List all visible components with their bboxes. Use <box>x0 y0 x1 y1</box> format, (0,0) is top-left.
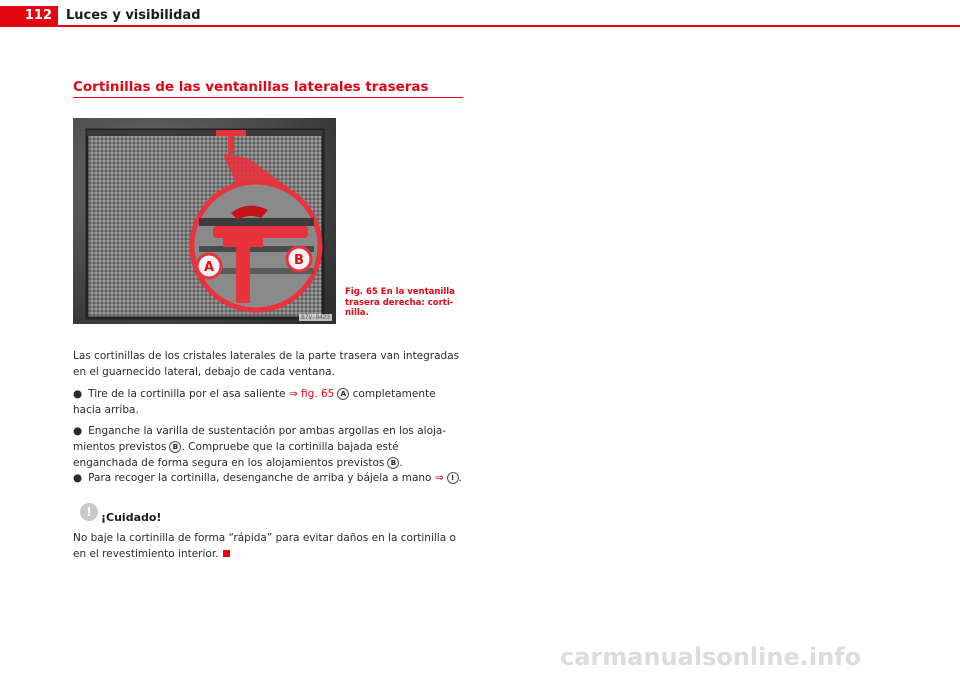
figure-code: B7V-0423 <box>301 314 330 321</box>
blind-illustration <box>73 118 336 324</box>
list-item: ● Para recoger la cortinilla, desenganche de arriba y bájela a mano ⇒ ! . <box>73 472 462 484</box>
intro-paragraph: Las cortinillas de los cristales laterales de la parte trasera van integradas en el guarnecido lateral, debajo de cada ventana. <box>73 350 460 378</box>
section-title: Cortinillas de las ventanillas laterales traseras <box>73 79 429 95</box>
list-item: ● Tire de la cortinilla por el asa saliente ⇒ fig. 65 A completamente hacia arriba. <box>73 388 436 416</box>
bullet-icon: ● <box>73 472 83 484</box>
bullet-icon: ● <box>73 388 83 400</box>
page-header <box>0 0 960 28</box>
ref-badge-a: A <box>337 388 349 400</box>
bullet-icon: ● <box>73 425 83 437</box>
header-rule <box>0 25 960 27</box>
figure-label-a: A <box>203 260 215 275</box>
list-item: ● Enganche la varilla de sustentación por ambas argollas en los aloja-mientos previstos B . Compruebe que la cortinilla bajada esté enganchada de forma segura en los alojamientos previstos B . <box>73 425 447 469</box>
figure-link[interactable]: ⇒ fig. 65 <box>288 388 335 400</box>
page-number: 112 <box>0 6 58 25</box>
ref-badge-b: B <box>169 441 181 453</box>
warning-icon: ! <box>80 503 98 521</box>
ref-badge-b: B <box>387 457 399 469</box>
chapter-title: Luces y visibilidad <box>66 8 201 23</box>
figure-rear-window-blind <box>73 118 336 324</box>
figure-caption: Fig. 65 En la ventanilla trasera derecha: corti-nilla. <box>345 287 455 318</box>
end-of-section-marker <box>223 550 230 557</box>
warning-title: ¡Cuidado! <box>101 511 162 524</box>
warning-text: No baje la cortinilla de forma “rápida” para evitar daños en la cortinilla o en el revestimiento interior. <box>73 532 456 560</box>
section-rule <box>73 97 463 98</box>
warning-link-arrow[interactable]: ⇒ <box>434 472 444 484</box>
watermark: carmanualsonline.info <box>560 643 862 671</box>
warning-ref-icon[interactable]: ! <box>447 472 459 484</box>
figure-label-b: B <box>294 253 304 268</box>
